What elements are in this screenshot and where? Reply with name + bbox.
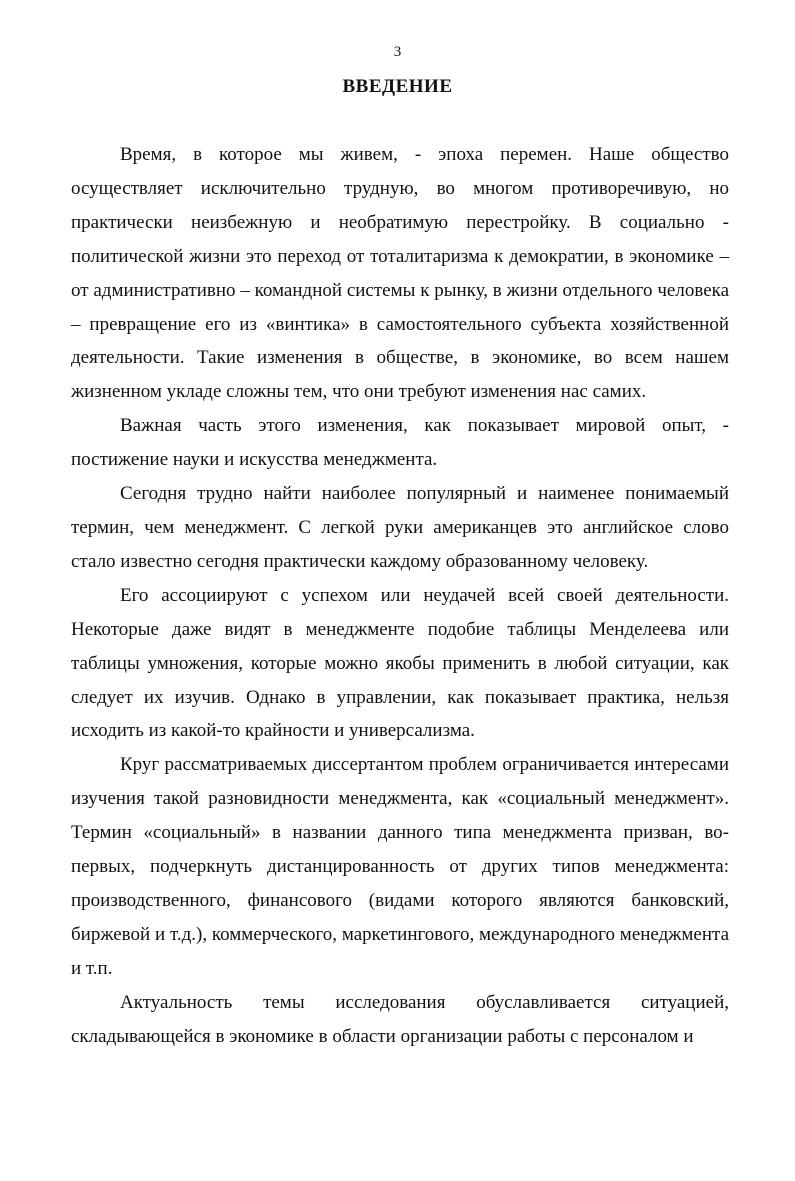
paragraph: Круг рассматриваемых диссертантом проблем ограничивается интересами изучения такой разновидности менеджмента, как «социальный менеджмент». Термин «социальный» в названии данного типа менеджмента призван, во- первых, подчеркнуть дистанцированность от других типов менеджмента: производственного, финансового (видами которого являются банковский, биржевой и т.д.), коммерческого, маркетингового, международного менеджмента и т.п.: [71, 754, 729, 979]
paragraph: Его ассоциируют с успехом или неудачей всей своей деятельности. Некоторые даже видят в менеджменте подобие таблицы Менделеева или таблицы умножения, которые можно якобы применить в любой ситуации, как следует их изучив. Однако в управлении, как показывает практика, нельзя исходить из какой-то крайности и универсализма.: [71, 584, 729, 742]
paragraph: Актуальность темы исследования обуславливается ситуацией, складывающейся в экономике в области организации работы с персоналом и: [71, 991, 729, 1047]
paragraph: Время, в которое мы живем, - эпоха перемен. Наше общество осуществляет исключительно трудную, во многом противоречивую, но практически неизбежную и необратимую перестройку. В социально - политической жизни это переход от тоталитаризма к демократии, в экономике – от административно – командной системы к рынку, в жизни отдельного человека – превращение его из «винтика» в самостоятельного субъекта хозяйственной деятельности. Такие изменения в обществе, в экономике, во всем нашем жизненном укладе сложны тем, что они требуют изменения нас самих.: [71, 144, 729, 403]
paragraph: Сегодня трудно найти наиболее популярный и наименее понимаемый термин, чем менеджмент. С легкой руки американцев это английское слово стало известно сегодня практически каждому образованному человеку.: [71, 483, 729, 572]
paragraph: Важная часть этого изменения, как показывает мировой опыт, - постижение науки и искусства менеджмента.: [71, 415, 729, 471]
page-title: ВВЕДЕНИЕ: [342, 76, 453, 97]
page-number: 3: [393, 44, 402, 60]
body-text: [71, 138, 729, 1053]
